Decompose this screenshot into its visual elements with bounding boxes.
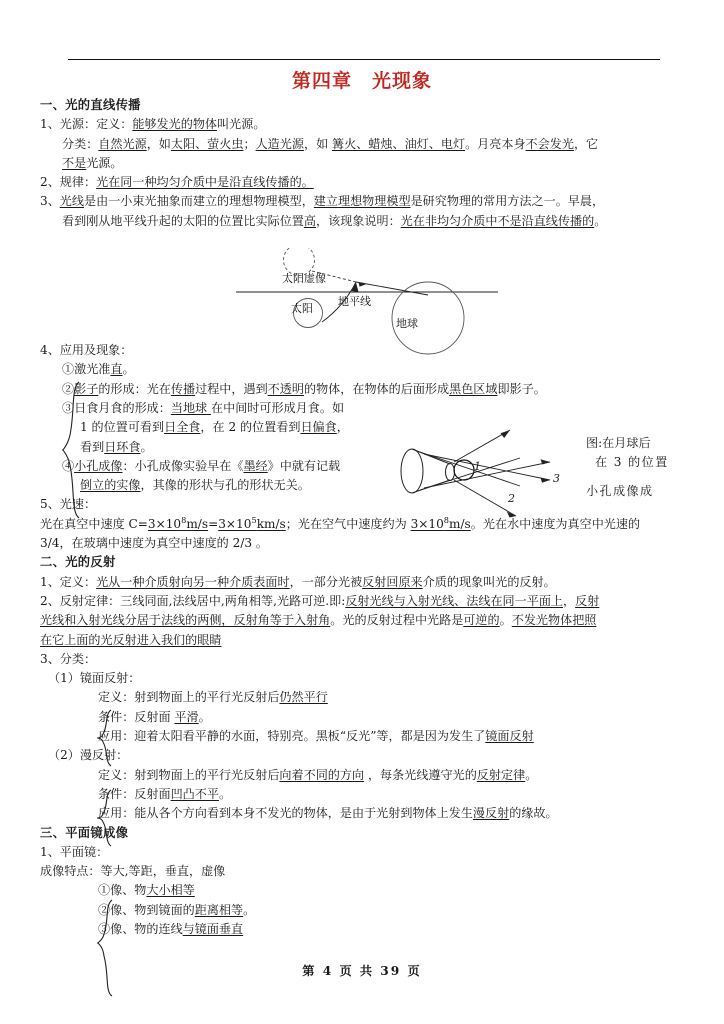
text-run: ； [243,136,256,151]
text-run: 不透明 [267,381,304,396]
text-run: 1、定义： [40,574,97,589]
text-run: 光线和入射光线分居于法线的两侧， [40,613,234,628]
text-run: 仍然平行 [279,690,328,705]
document-body [40,96,688,939]
page-footer: 第 4 页 共 39 页 [302,964,422,978]
paragraph-diffuse-head: （2）漫反射： [48,748,129,763]
underline-text: 能够发光的物体 [132,117,218,132]
text-run: 平滑 [174,709,199,724]
text-run: 的缘故。 [509,806,558,821]
text-run: 是由一小束光抽象而建立的理想物理模型， [84,194,314,209]
text-run: 镜面反射 [485,729,534,744]
brace-diffuse-svg [97,788,115,848]
eclipse-position-3: 3 [553,472,560,485]
arrowhead-umbra-up [501,430,511,438]
brace-path [98,790,111,846]
text-run: = [208,516,219,531]
eclipse-position-1: 1 [474,460,481,473]
text-run: 不是 [62,155,87,170]
eclipse-position-2: 2 [508,492,515,505]
brace-path [98,710,111,766]
paragraph-diffuse-def [40,766,688,785]
text-run: 反射回原来 [362,574,423,589]
text-run: 看到刚从地平线升起的太阳的位置比实际位置 [62,213,304,228]
formula-c-vacuum [147,514,209,531]
text-run: km/s [256,516,286,531]
ray-d [424,462,550,488]
paragraph-feature-2 [40,901,688,920]
paragraph-reflection-law [40,592,688,611]
text-run: 当地球 [170,400,211,415]
brace-diffuse [97,788,115,852]
umbra-ray-down [454,480,516,516]
paragraph-reflection-def [40,573,688,592]
text-run: 日全食 [164,420,201,435]
text-run: 可逆的 [463,613,500,628]
brace-applications-svg [62,380,84,520]
brace-applications [62,380,84,524]
text-run: 小孔成像 [74,458,123,473]
text-run: ， [563,593,576,608]
ray-a [420,452,520,486]
side-note-moon-behind: 图:在月球后 [586,436,651,450]
paragraph-reflection-law-3 [40,631,688,650]
text-run: ，每条光线遵守光的 [364,767,477,782]
text-run: m/s [449,516,471,531]
arrowhead-c [541,478,551,483]
text-run: 反射角等于入射角 [233,613,331,628]
text-run: 定义：射到物面上的平行光反射后 [98,690,280,705]
label-virtual-sun: 太阳虚像 [282,272,326,285]
text-run: 光源。 [86,155,123,170]
text-run: 。 [218,786,232,801]
paragraph-speed-2: 3/4，在玻璃中速度为真空中速度的 2/3 。 [40,536,269,551]
eclipse-diagram-svg [398,424,578,524]
text-run: 人造光源 [255,136,304,151]
text-run: 大小相等 [146,883,195,898]
paragraph-diffuse-app [40,804,688,823]
text-run: 漫反射 [472,806,510,821]
ray-b [420,458,520,490]
text-run: 看到 [80,439,105,454]
text-run: 光线 [59,194,84,209]
text-run: 》中就有记载 [267,458,341,473]
sun-cone-top [412,449,450,464]
formula-c-km [218,514,286,531]
text-run: 。 [525,767,538,782]
text-run: 。 [122,362,135,377]
text-run: 的形成：光在 [98,381,171,396]
arrowhead-umbra-down [507,512,516,518]
paragraph-light-ray-model [40,192,688,211]
text-run: 分类： [62,136,99,151]
paragraph-app-1 [40,360,688,379]
text-run: 应用：能从各个方向看到本身不发光的物体，是由于光射到物体上发生 [98,806,473,821]
text-run: 条件：反射面 [98,709,175,724]
text-run: 过程中，遇到 [195,381,268,396]
paragraph-plane-mirror: 1、平面镜： [40,844,109,859]
paragraph-sunrise [40,212,688,231]
text-run: 反射光线与入射光线、法线在同一平面上 [345,593,564,608]
text-run: 与镜面垂直 [182,921,244,936]
text-run: 反射定律 [476,767,526,782]
text-run: 不会发光 [525,136,574,151]
moon-circle [454,460,474,480]
brace-specular [97,708,115,772]
text-run: ③日食月食的形成： [62,400,171,415]
text-run: m/s [186,516,209,531]
text-run: 篝火、蜡烛、油灯、电灯 [332,136,466,151]
umbra-ray-up [454,430,510,462]
text-run: 3×10 [410,516,444,531]
paragraph-feature-1 [40,881,688,900]
text-run: 不发光物体把照 [511,613,597,628]
text-run: 自然光源 [98,136,147,151]
exponent: 8 [181,514,187,525]
text-run: ，如 [303,136,333,151]
text-run: 光在真空中速度 C= [40,516,148,531]
text-run: 光从一种介质射向另一种介质表面时 [96,574,290,589]
text-run: 黑色区域 [449,381,498,396]
text-run: 条件：反射面 [98,786,171,801]
text-run: ②像、物到镜面的 [98,902,195,917]
text-run: ④ [62,458,75,473]
text-run: 建立理想物理模型 [313,194,411,209]
text-run: 3×10 [218,516,252,531]
text-run: ③像、物的连线 [98,921,183,936]
paragraph-specular-def [40,688,688,707]
text-run: ，该现象说明： [316,213,401,228]
text-run: 。 [140,439,153,454]
text-run: 。 [499,613,512,628]
exponent: 5 [251,514,257,525]
text-run: ；光在空气中速度约为 [285,516,411,531]
paragraph-light-source-def: 1、光源：定义：能够发光的物体叫光源。 [40,117,266,132]
ray-c [424,454,550,480]
text-run: 传播 [170,381,196,396]
text-run: 。 [594,213,607,228]
text-run: 日偏食 [300,420,337,435]
text-run: 光在同一种均匀介质中是沿直线传播的。 [96,175,314,190]
paragraph-app-2 [40,380,688,399]
text-run: 。月亮本身 [465,136,526,151]
text-run: 向着不同的方向 [279,767,365,782]
text-run: 日环食 [104,439,141,454]
text-run: 即影子。 [497,381,546,396]
paragraph-light-source-class [40,135,688,154]
paragraph-image-features: 成像特点：等大,等距，垂直，虚像 [40,864,226,879]
text-run: 是研究物理的常用方法之一。早晨， [410,194,605,209]
paragraph-app-4 [40,457,688,476]
text-run: 3、 [40,194,60,209]
label-earth: 地球 [396,317,418,330]
text-run: 太阳、萤火虫 [170,136,244,151]
text-run: 直 [110,362,123,377]
text-run: ② [62,381,75,396]
exponent: 8 [443,514,450,525]
paragraph-reflection-law-2 [40,611,688,630]
text-run: 的物体，在物体的后面形成 [303,381,450,396]
diagram-eclipse-pinhole [398,424,578,524]
heading-section-3: 三、平面镜成像 [40,825,129,840]
text-run: 2、规律： [40,175,97,190]
paragraph-applications-head: 4、应用及现象： [40,343,133,358]
text-run: 在它上面的光反射进入我们的眼睛 [40,632,222,647]
text-run: 距离相等 [194,902,244,917]
page-title: 第四章 光现象 [291,70,432,92]
sun-cone-cap [446,464,455,481]
text-run: ，在 2 的位置看到 [200,420,301,435]
label-sun: 太阳 [291,302,313,315]
heading-section-2: 二、光的反射 [40,555,116,570]
text-run: 2、反射定律：三线同面,法线居中,两角相等,光路可逆.即: [40,593,346,608]
text-run: 。光在水中速度为真空中光速的 [470,516,641,531]
text-run: ， [336,420,349,435]
text-run: 高 [303,213,316,228]
paragraph-specular-head: （1）镜面反射： [48,671,141,686]
paragraph-specular-app [40,727,688,746]
text-run: 定义：射到物面上的平行光反射后 [98,767,280,782]
paragraph-feature-3 [40,920,688,939]
text-run: ，如 [146,136,171,151]
sun-body-ellipse [401,449,423,493]
brace-path [63,382,79,518]
side-note-position-3: 在 3 的位置 [595,455,669,469]
heading-section-1: 一、光的直线传播 [40,98,141,112]
text-run: ：小孔成像实验早在《 [122,458,244,473]
brace-plane-mirror-svg [97,898,117,998]
brace-specular-svg [97,708,115,768]
text-run: 。光的反射过程中光路是 [330,613,464,628]
paragraph-diffuse-cond [40,785,688,804]
text-run: 凹凸不平 [170,786,219,801]
paragraph-speed-head: 5、光速： [40,497,97,512]
text-run: 倒立的实像 [80,478,141,493]
text-run: ，它 [573,136,599,151]
text-run: 1 的位置可看到 [80,420,165,435]
text-run: ，其像的形状与孔的形状无关。 [140,478,310,493]
text-run: ①像、物 [98,883,147,898]
paragraph-reflection-class: 3、分类： [40,651,97,666]
text-run: 影子 [74,381,99,396]
text-run: 。 [198,709,211,724]
text-run: 介质的现象叫光的反射。 [422,574,556,589]
text-run: ，一部分光被 [289,574,363,589]
brace-plane-mirror [97,898,117,1002]
text-run: 应用：迎着太阳看平静的水面，特别亮。黑板“反光”等，都是因为发生了 [98,729,486,744]
text-run: ①激光准 [62,362,111,377]
paragraph-specular-cond [40,708,688,727]
text-run: 反射 [575,593,600,608]
text-run: 。 [243,902,256,917]
text-run: 3×10 [147,516,182,531]
text-run: 光在非均匀介质中不是沿直线传播的 [400,213,595,228]
paragraph-not-light-source [40,154,688,173]
paragraph-app-3 [40,399,688,418]
header-rule [68,59,660,60]
brace-path [98,900,112,996]
side-note-pinhole: 小孔成像成 [586,484,654,498]
text-run: 在中间时可形成月食。如 [211,400,345,415]
paragraph-law [40,173,688,192]
text-run: 墨经 [243,458,268,473]
diagram-sun-horizon-earth [232,248,502,360]
label-horizon: 地平线 [338,295,371,308]
paragraph-speed-1 [40,515,688,534]
